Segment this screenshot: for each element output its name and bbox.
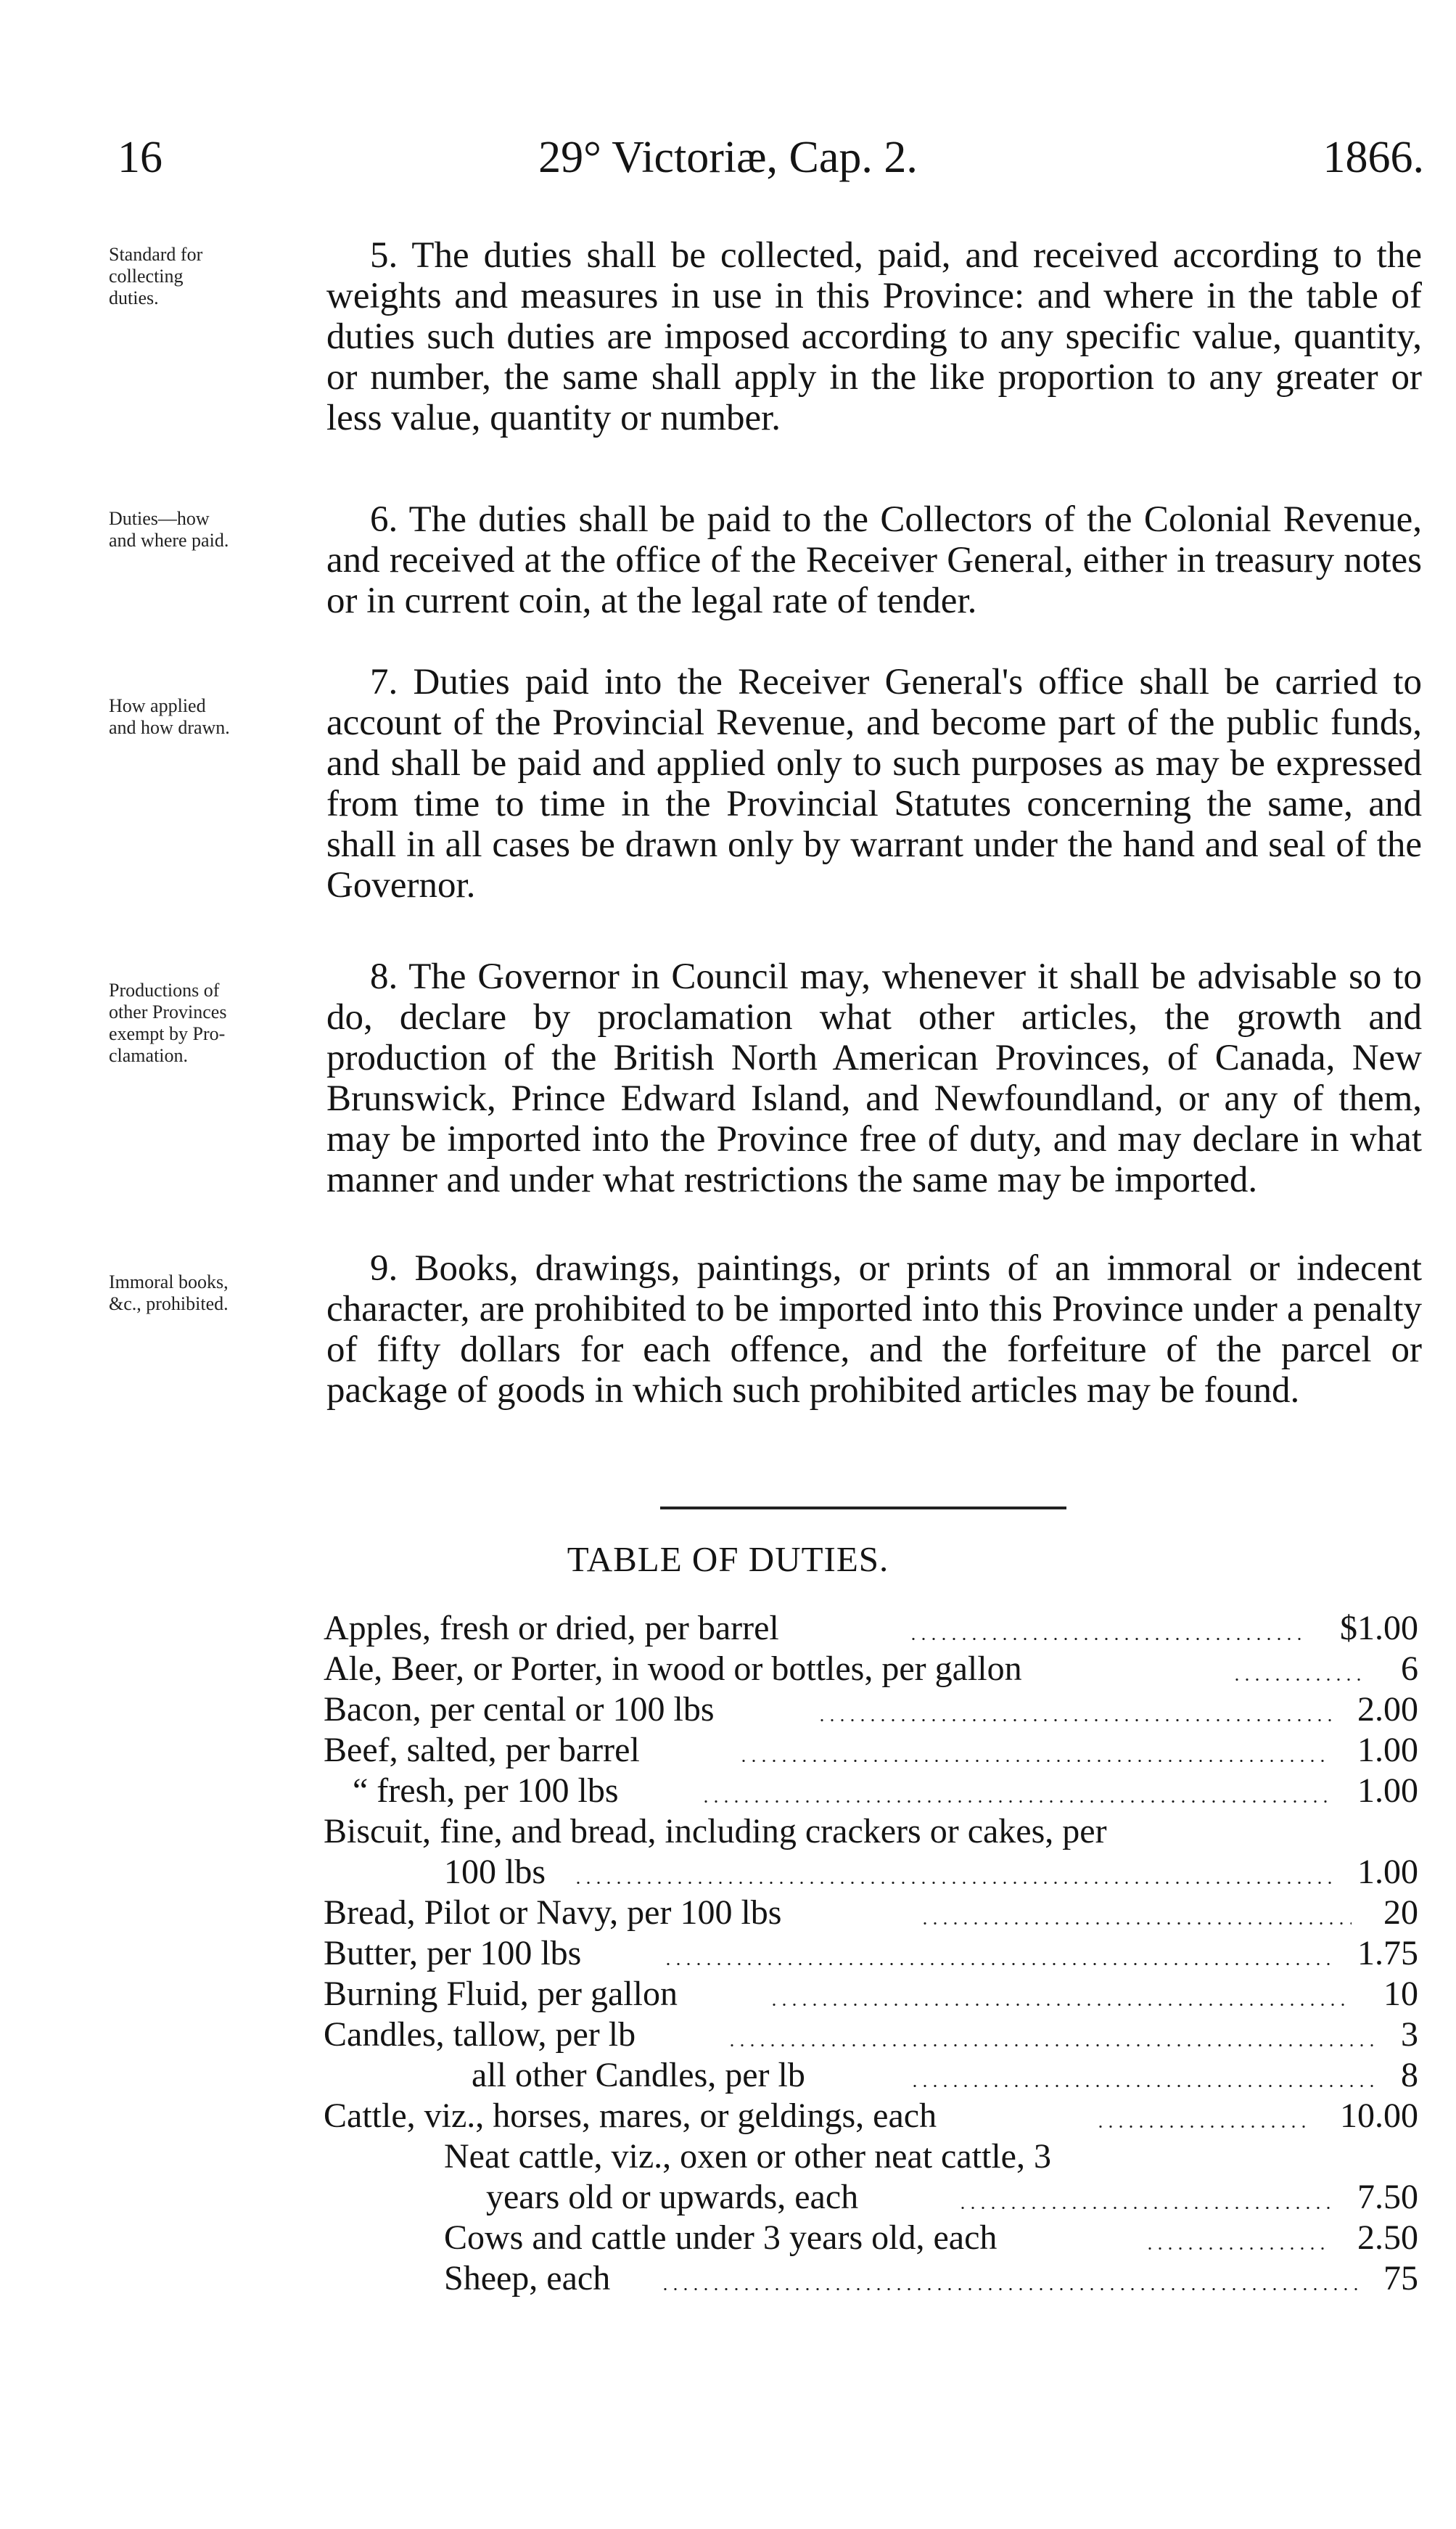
duty-row: [324, 1608, 1418, 1649]
duty-row: [444, 2218, 1418, 2258]
duty-item: Ale, Beer, or Porter, in wood or bottles, per gallon: [324, 1649, 1022, 1688]
section-6: 6. The duties shall be paid to the Collectors of the Colonial Revenue, and received at the office of the Receiver General, either in treasury notes or in current coin, at the legal rate of tender.: [326, 499, 1422, 621]
duty-item: “ fresh, per 100 lbs: [353, 1771, 619, 1810]
duty-item-continued: Biscuit, fine, and bread, including crackers or cakes, per: [324, 1812, 1107, 1850]
margin-note-standard: [109, 244, 321, 309]
margin-note-duties-paid: [109, 508, 321, 552]
duty-item: Burning Fluid, per gallon: [324, 1975, 678, 2013]
leader-dots: [769, 1974, 1352, 2014]
duty-amount: 10.00: [1340, 2096, 1418, 2135]
margin-note-line: other Provinces: [109, 1001, 227, 1022]
duty-amount: 8: [1401, 2056, 1418, 2094]
leader-dots: [739, 1730, 1331, 1771]
duty-row: [353, 1771, 1418, 1811]
duty-amount: 6: [1401, 1649, 1418, 1688]
leader-dots: [817, 1689, 1331, 1730]
duty-amount: 2.50: [1357, 2218, 1418, 2257]
duty-row: [324, 1974, 1418, 2014]
duty-row: [324, 1933, 1418, 1974]
margin-note-line: Standard for: [109, 244, 203, 265]
duty-row: [324, 1730, 1418, 1771]
page-year: 1866.: [1323, 133, 1424, 182]
leader-dots: [1232, 1649, 1367, 1689]
leader-dots: [920, 1893, 1352, 1933]
margin-note-line: and how drawn.: [109, 717, 230, 738]
table-title: TABLE OF DUTIES.: [567, 1539, 889, 1579]
duty-item: Bread, Pilot or Navy, per 100 lbs: [324, 1893, 782, 1932]
margin-note-line: collecting: [109, 266, 184, 287]
duty-item: Butter, per 100 lbs: [324, 1934, 582, 1972]
duty-amount: 1.00: [1357, 1853, 1418, 1891]
margin-note-line: and where paid.: [109, 530, 229, 551]
duty-amount: 10: [1383, 1975, 1418, 2013]
leader-dots: [1145, 2218, 1331, 2258]
duty-row: [324, 1893, 1418, 1933]
duty-row: [486, 2177, 1418, 2218]
leader-dots: [663, 1933, 1331, 1974]
duty-item: Cows and cattle under 3 years old, each: [444, 2218, 998, 2257]
duty-item-continued: Neat cattle, viz., oxen or other neat cattle, 3: [444, 2137, 1051, 2176]
duty-amount: 7.50: [1357, 2178, 1418, 2216]
leader-dots: [660, 2258, 1360, 2299]
duty-item: Bacon, per cental or 100 lbs: [324, 1690, 715, 1729]
margin-note-line: How applied: [109, 695, 206, 716]
leader-dots: [573, 1852, 1331, 1893]
leader-dots: [1095, 2096, 1309, 2136]
duty-row: [324, 2014, 1418, 2055]
margin-note-line: Productions of: [109, 980, 220, 1001]
section-7: 7. Duties paid into the Receiver General's office shall be carried to account of the Provincial Revenue, and become part of the public funds, and shall be paid and applied only to such purposes as may be expressed from time to time in the Provincial Statutes concerning the same, and shall in all cases be drawn only by warrant under the hand and seal of the Governor.: [326, 662, 1422, 906]
margin-note-line: &c., prohibited.: [109, 1293, 229, 1314]
duty-amount: 1.00: [1357, 1731, 1418, 1769]
section-5: 5. The duties shall be collected, paid, and received according to the weights and measures in use in this Province: and where in the table of duties such duties are imposed according to any specific value, quantity, or number, the same shall apply in the like proportion to any greater or less value, quantity or number.: [326, 235, 1422, 438]
duty-row: [324, 2096, 1418, 2136]
margin-note-how-applied: [109, 695, 321, 739]
duty-row: [324, 1649, 1418, 1689]
margin-note-line: Immoral books,: [109, 1271, 229, 1292]
duty-item: Apples, fresh or dried, per barrel: [324, 1609, 779, 1647]
duty-item: Sheep, each: [444, 2259, 611, 2298]
leader-dots: [910, 2055, 1375, 2096]
margin-note-line: clamation.: [109, 1045, 189, 1066]
page-number: 16: [118, 133, 163, 182]
duty-amount: 75: [1383, 2259, 1418, 2298]
section-8: 8. The Governor in Council may, whenever it shall be advisable so to do, declare by proclamation what other articles, the growth and production of the British North American Provinces, of Canada, New Brunswick, Prince Edward Island, and Newfoundland, or any of them, may be imported into the Province free of duty, and may declare in what manner and under what restrictions the same may be imported.: [326, 956, 1422, 1200]
leader-dots: [908, 1608, 1305, 1649]
section-divider: [660, 1507, 1066, 1509]
leader-dots: [958, 2177, 1331, 2218]
margin-note-line: Duties—how: [109, 508, 210, 529]
duty-item: all other Candles, per lb: [472, 2056, 805, 2094]
section-9: 9. Books, drawings, paintings, or prints of an immoral or indecent character, are prohibited to be imported into this Province under a penalty of fifty dollars for each offence, and the forfeiture of the parcel or package of goods in which such prohibited articles may be found.: [326, 1248, 1422, 1411]
duty-row: [444, 2258, 1418, 2299]
duty-item: years old or upwards, each: [486, 2178, 859, 2216]
margin-note-line: exempt by Pro-: [109, 1023, 226, 1044]
duty-row: [324, 1689, 1418, 1730]
duty-item: 100 lbs: [444, 1853, 546, 1891]
duty-item: Cattle, viz., horses, mares, or geldings, each: [324, 2096, 937, 2135]
duty-item: Beef, salted, per barrel: [324, 1731, 640, 1769]
duty-amount: 20: [1383, 1893, 1418, 1932]
duty-amount: 1.00: [1357, 1771, 1418, 1810]
margin-note-productions: [109, 980, 321, 1067]
margin-note-line: duties.: [109, 287, 159, 308]
duty-row: [444, 1852, 1418, 1893]
duty-amount: $1.00: [1340, 1609, 1418, 1647]
duty-item: Candles, tallow, per lb: [324, 2015, 636, 2054]
duty-amount: 2.00: [1357, 1690, 1418, 1729]
duty-row: [472, 2055, 1418, 2096]
duty-amount: 3: [1401, 2015, 1418, 2054]
margin-note-immoral-books: [109, 1271, 321, 1315]
leader-dots: [727, 2014, 1375, 2055]
duty-amount: 1.75: [1357, 1934, 1418, 1972]
leader-dots: [701, 1771, 1331, 1811]
running-title: 29° Victoriæ, Cap. 2.: [538, 133, 918, 182]
